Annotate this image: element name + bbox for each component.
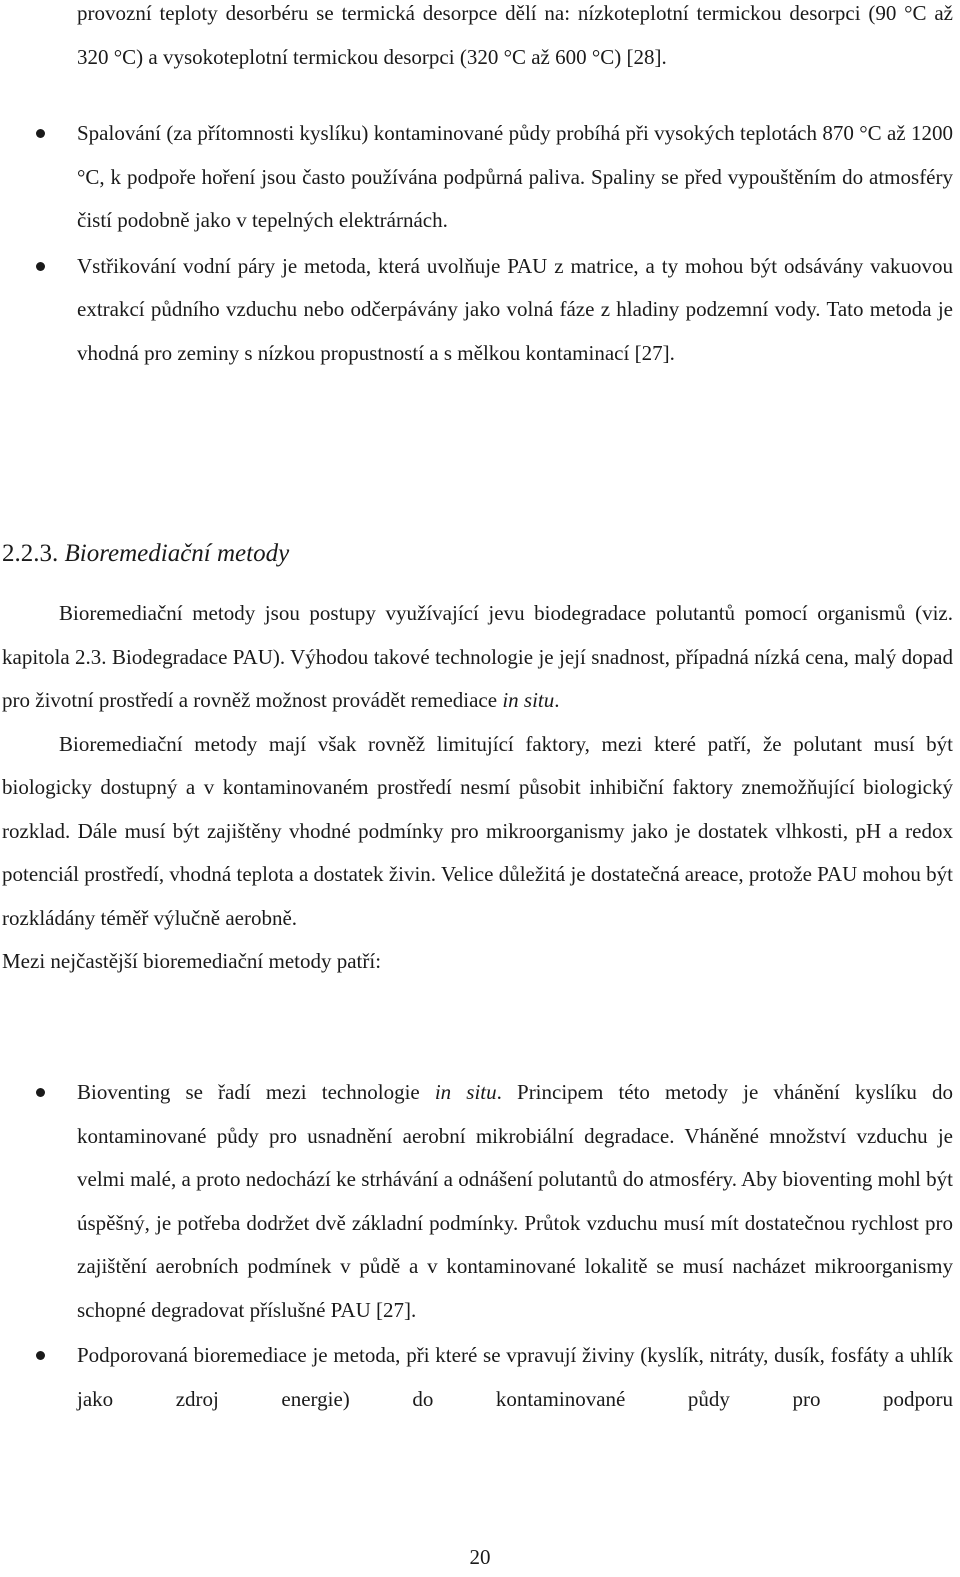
list-item-text: Podporovaná bioremediace je metoda, při které se vpravují živiny (kyslík, nitráty, dusík, fosfáty a uhlík jako zdroj energie) do kontaminované půdy pro podporu <box>77 1343 953 1411</box>
paragraph-text: . <box>554 688 560 712</box>
paragraph-list-intro: Mezi nejčastější bioremediační metody patří: <box>2 949 382 973</box>
italic-term: in situ <box>434 1080 497 1104</box>
paragraph-intro <box>2 592 953 723</box>
paragraph-limitations: Bioremediační metody mají však rovněž limitující faktory, mezi které patří, že polutant musí být biologicky dostupný a v kontaminovaném prostředí nesmí působit inhibiční faktory znemožňující biologický rozklad. Dále musí být zajištěny vhodné podmínky pro mikroorganismy jako je dostatek vlhkosti, pH a redox potenciál prostředí, vhodná teplota a dostatek živin. Velice důležitá je dostatečná areace, protože PAU mohou být rozkládány téměř výlučně aerobně. <box>2 731 953 930</box>
bullet-icon <box>36 262 45 271</box>
list-item-text: Spalování (za přítomnosti kyslíku) kontaminované půdy probíhá při vysokých teplotách 870 °C až 1200 °C, k podpoře hoření jsou často používána podpůrná paliva. Spaliny se před vypouštěním do atmosféry čistí podobně jako v tepelných elektrárnách. <box>77 121 953 232</box>
list-item <box>0 112 960 243</box>
section-body <box>2 592 953 984</box>
page-number: 20 <box>469 1545 491 1569</box>
paragraph-text: . Principem této metody je vhánění kyslíku do kontaminované půdy pro usnadnění aerobní mikrobiální degradace. Vháněné množství vzduchu je velmi malé, a proto nedochází ke strhávání a odnášení polutantů do atmosféry. Aby bioventing mohl být úspěšný, je potřeba dodržet dvě základní podmínky. Průtok vzduchu musí mít dostatečnou rychlost pro zajištění aerobních podmínek v půdě a v kontaminované lokalitě se musí nacházet mikroorganismy schopné degradovat příslušné PAU [27]. <box>77 1080 953 1322</box>
bullet-icon <box>36 1088 45 1097</box>
list-item-text <box>77 1071 953 1332</box>
continuation-paragraph: provozní teploty desorbéru se termická desorpce dělí na: nízkoteplotní termickou desorpci (90 °C až 320 °C) a vysokoteplotní termickou desorpci (320 °C až 600 °C) [28]. <box>77 1 953 69</box>
section-number: 2.2.3. <box>2 540 59 567</box>
bullet-list-top <box>0 112 960 375</box>
paragraph-text: Bioremediační metody jsou postupy využívající jevu biodegradace polutantů pomocí organismů (viz. kapitola 2.3. Biodegradace PAU). Výhodou takové technologie je její snadnost, případná nízká cena, malý dopad pro životní prostředí a rovněž možnost provádět remediace <box>2 601 953 712</box>
list-item <box>0 1071 960 1332</box>
bullet-icon <box>36 129 45 138</box>
section-heading <box>2 532 289 575</box>
list-item <box>0 245 960 376</box>
italic-term: in situ <box>502 688 555 712</box>
bullet-list-bottom <box>0 1071 960 1421</box>
list-item-text: Vstřikování vodní páry je metoda, která uvolňuje PAU z matrice, a ty mohou být odsávány vakuovou extrakcí půdního vzduchu nebo odčerpávány jako volná fáze z hladiny podzemní vody. Tato metoda je vhodná pro zeminy s nízkou propustností a s mělkou kontaminací [27]. <box>77 253 953 365</box>
section-title: Bioremediační metody <box>64 540 290 567</box>
bullet-icon <box>36 1351 45 1360</box>
paragraph-text: Bioventing se řadí mezi technologie <box>77 1080 435 1104</box>
list-item <box>0 1334 960 1421</box>
